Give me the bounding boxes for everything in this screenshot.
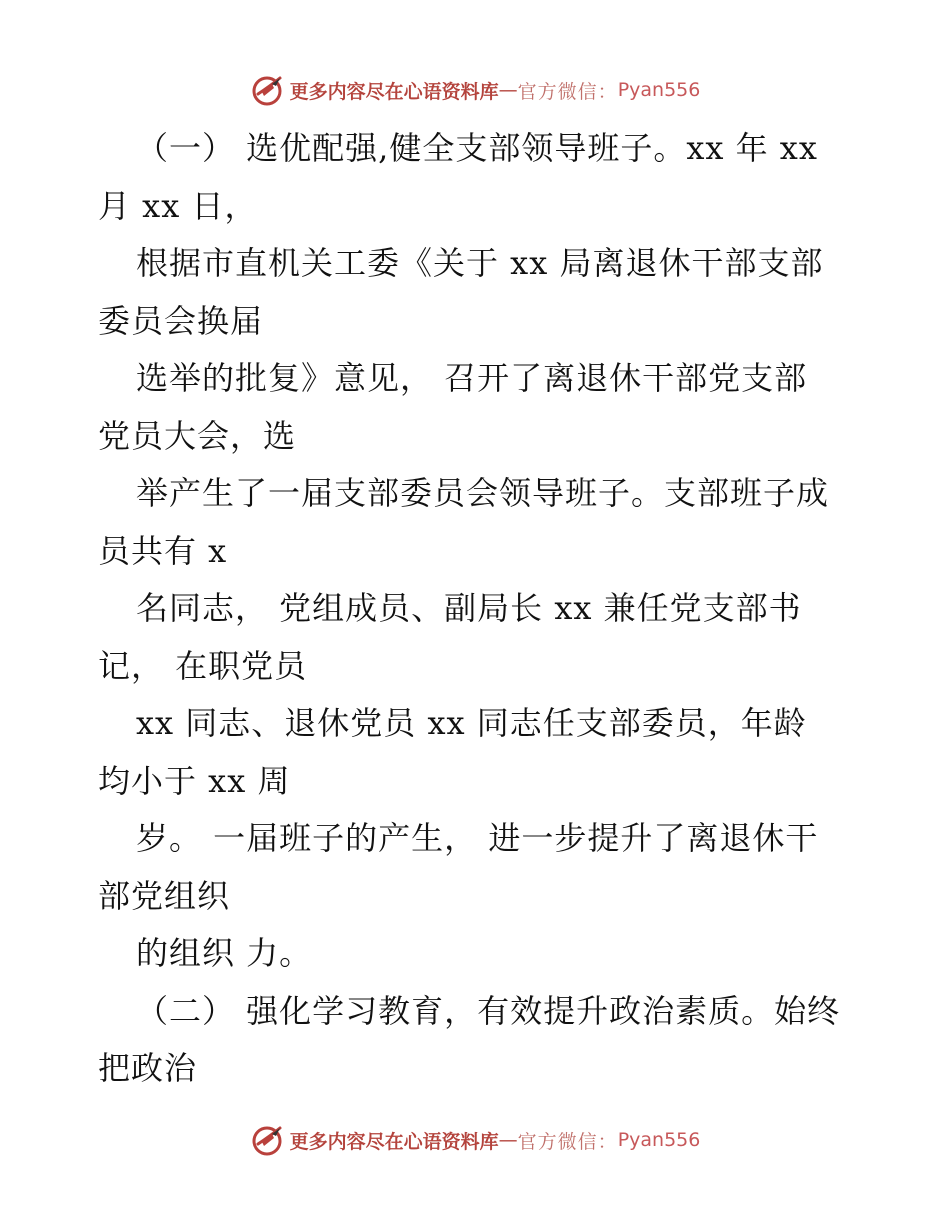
text-line: 举产生了一届支部委员会领导班子。支部班子成 [136,474,830,512]
text-line: （一） 选优配强,健全支部领导班子。xx 年 xx [136,129,818,167]
banner-brand-text: 更多内容尽在心语资料库 [289,1130,499,1153]
banner-wechat-label: 官方微信： [517,1130,618,1153]
text-line: 党员大会，选 [98,416,297,455]
document-body [98,120,858,1098]
text-line: 均小于 xx 周 [98,761,291,800]
pen-logo-icon [250,72,286,108]
banner-wechat-id: Pyan556 [617,1129,701,1151]
text-line: 把政治 [98,1049,198,1087]
text-line: 岁。 一届班子的产生， 进一步提升了离退休干 [136,819,819,857]
text-line: （二） 强化学习教育，有效提升政治素质。始终 [136,991,841,1030]
text-line: 选举的批复》意见， 召开了离退休干部党支部 [136,359,808,397]
text-line: xx 同志、退休党员 xx 同志任支部委员，年龄 [136,704,807,742]
banner-wechat-label: 官方微信： [517,80,618,103]
text-line: 名同志， 党组成员、副局长 xx 兼任党支部书 [136,589,802,627]
text-line: 委员会换届 [98,301,264,340]
footer-banner [0,1120,950,1160]
banner-separator: — [498,1129,518,1151]
header-banner [0,70,950,110]
text-line: 记， 在职党员 [98,646,308,685]
pen-logo-icon [250,1122,286,1158]
banner-wechat-id: Pyan556 [617,79,701,101]
banner-separator: — [498,79,518,101]
text-line: 根据市直机关工委《关于 xx 局离退休干部支部 [136,244,824,282]
text-line: 部党组织 [98,876,231,915]
text-line: 月 xx 日， [98,186,258,225]
banner-brand-text: 更多内容尽在心语资料库 [289,80,499,103]
text-line: 员共有 x [98,531,228,570]
text-line: 的组织 力。 [136,934,313,972]
